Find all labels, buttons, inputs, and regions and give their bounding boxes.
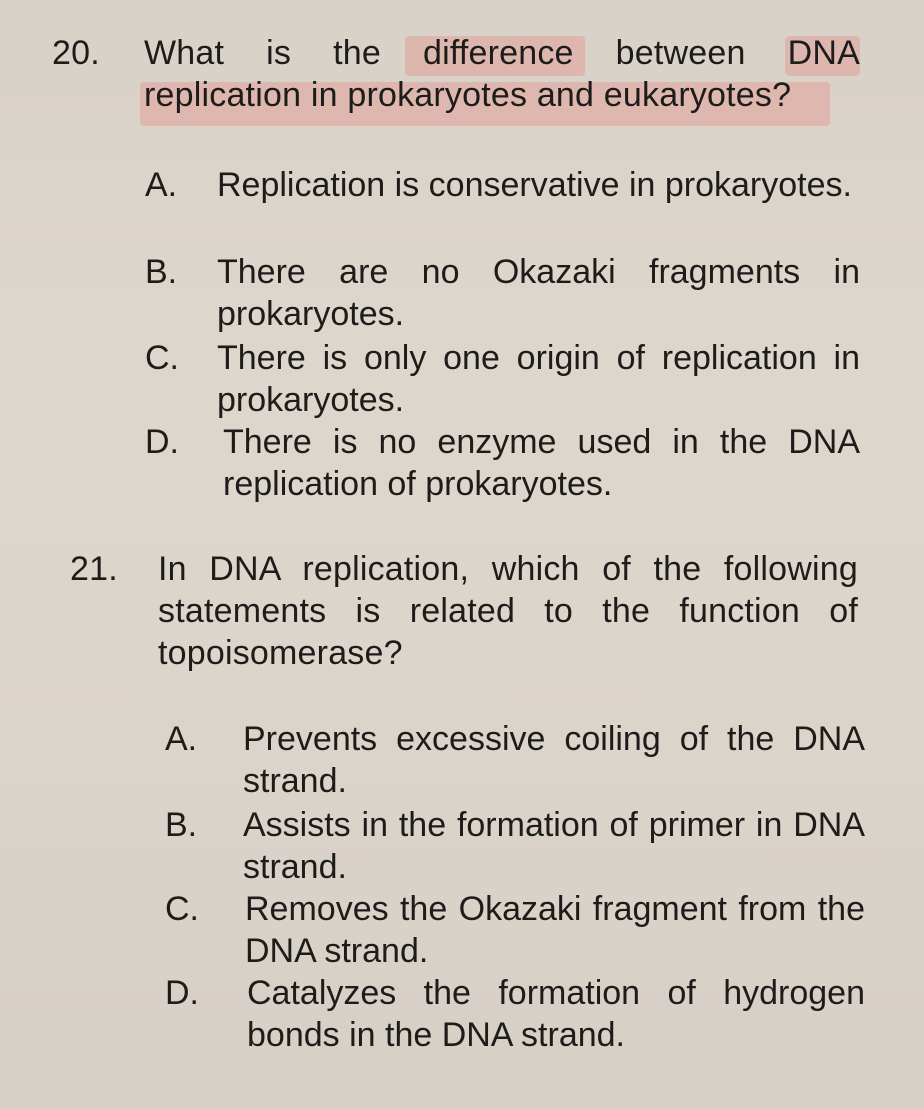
option-text: Assists in the formation of primer in DNA strand. <box>243 806 865 886</box>
option-text: Replication is conservative in prokaryotes. <box>217 166 852 204</box>
option-text: There is no enzyme used in the DNA replication of prokaryotes. <box>223 423 860 503</box>
question-20 <box>52 32 862 124</box>
question-number: 20. <box>52 34 100 72</box>
question-number: 21. <box>70 550 118 588</box>
option-letter: A. <box>145 166 178 204</box>
option-letter: D. <box>145 423 179 461</box>
option-letter: C. <box>165 890 199 928</box>
question-text: What is the difference between DNA replication in prokaryotes and eukaryotes? <box>144 34 860 114</box>
option-letter: B. <box>145 253 178 291</box>
option-text: There is only one origin of replication in prokaryotes. <box>217 339 860 419</box>
question-21 <box>70 548 860 678</box>
option-letter: C. <box>145 339 179 377</box>
option-text: Prevents excessive coiling of the DNA strand. <box>243 720 865 800</box>
option-letter: A. <box>165 720 198 758</box>
option-letter: B. <box>165 806 198 844</box>
option-text: Removes the Okazaki fragment from the DNA strand. <box>245 890 865 970</box>
option-text: Catalyzes the formation of hydrogen bonds in the DNA strand. <box>247 974 865 1054</box>
option-text: There are no Okazaki fragments in prokaryotes. <box>217 253 860 333</box>
question-text: In DNA replication, which of the following statements is related to the function of topoisomerase? <box>158 550 858 672</box>
option-letter: D. <box>165 974 199 1012</box>
